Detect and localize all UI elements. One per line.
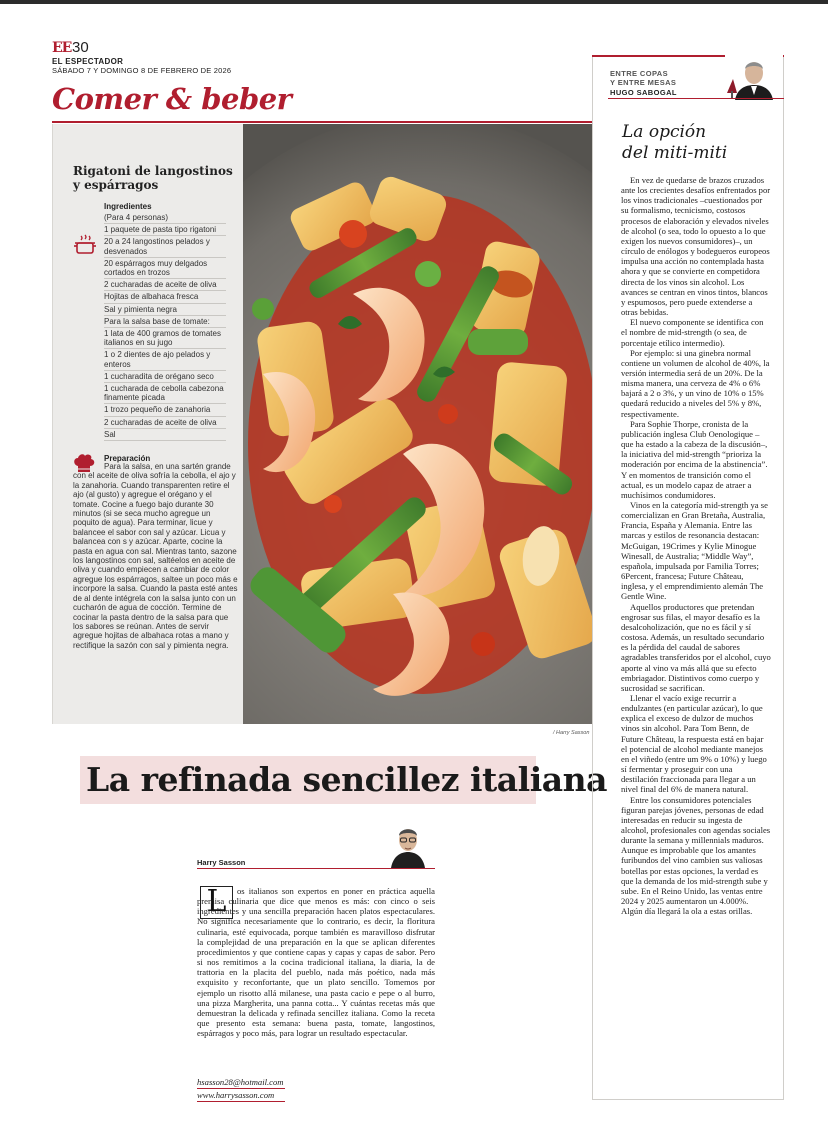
author-photo bbox=[385, 822, 431, 868]
column-title bbox=[622, 122, 727, 164]
column-body bbox=[621, 175, 771, 916]
drop-cap: L bbox=[200, 886, 233, 919]
author-website-link[interactable]: www.harrysasson.com bbox=[197, 1090, 275, 1100]
ingredient-item: 1 cucharada de cebolla cabezona finamente picada bbox=[104, 383, 226, 404]
column-kicker-line: ENTRE COPAS bbox=[610, 69, 669, 78]
ingredient-item: Para la salsa base de tomate: bbox=[104, 316, 226, 328]
recipe-title: Rigatoni de langostinos y espárragos bbox=[73, 164, 233, 192]
recipe-box bbox=[52, 124, 243, 724]
issue-date: SÁBADO 7 Y DOMINGO 8 DE FEBRERO DE 2026 bbox=[52, 66, 232, 75]
website-underline bbox=[197, 1101, 285, 1102]
column-paragraph: En vez de quedarse de brazos cruzados ante los crecientes desafíos enfrentados por los vinos tradicionales –cuestionados por su formalismo, tecnicismo, costosos procesos de elaboración y elevados niveles de alcohol (o sea, todo lo opuesto a lo que exigen los nuevos consumidores)–, un círculo de enólogos y bodegueros europeos impulsa una acción no contemplada hasta ahora y que se convierte en competidora directa de los vinos sin alcohol. Los avances se centran en vinos tintos, blancos y espumosos, pero puede extenderse a otras bebidas. bbox=[621, 175, 771, 318]
ingredient-item: 2 cucharadas de aceite de oliva bbox=[104, 279, 226, 291]
ingredients-list bbox=[104, 212, 226, 441]
column-paragraph: El nuevo componente se identifica con el nombre de mid-strength (o sea, de porcentaje etílico intermedio). bbox=[621, 317, 764, 348]
ingredients-heading: Ingredientes bbox=[104, 202, 152, 211]
preparation-heading: Preparación bbox=[104, 454, 151, 463]
column-author: HUGO SABOGAL bbox=[610, 88, 677, 97]
ingredient-item: 2 cucharadas de aceite de oliva bbox=[104, 417, 226, 429]
ingredient-item: Sal bbox=[104, 429, 226, 441]
column-kicker-line: Y ENTRE MESAS bbox=[610, 77, 677, 87]
article-headline: La refinada sencillez italiana bbox=[86, 760, 607, 799]
ingredient-item: (Para 4 personas) bbox=[104, 212, 226, 224]
column-paragraph: Llenar el vacío exige recurrir a endulzantes (en particular azúcar), lo que explica el exceso de dulzor de muchos vinos sin alcohol. Para Tom Benn, de Future Château, la respuesta está en bajar el potencial de alcohol mediante manejos en el viñedo (entre um 9% o 10%) y luego sí fermentar y proseguir con una destilación fraccionada para llegar a un nivel final del 6% de manera natural. bbox=[621, 692, 767, 795]
ingredient-item: Hojitas de albahaca fresca bbox=[104, 291, 226, 303]
column-title-line: del miti-miti bbox=[622, 143, 728, 163]
top-bar bbox=[0, 0, 828, 4]
ingredient-item: 1 trozo pequeño de zanahoria bbox=[104, 404, 226, 416]
pasta-dish-illustration bbox=[243, 124, 593, 724]
author-email-link[interactable]: hsasson28@hotmail.com bbox=[197, 1077, 284, 1087]
recipe-photo bbox=[243, 124, 593, 724]
column-divider bbox=[608, 98, 784, 99]
article-paragraph-text: os italianos son expertos en poner en práctica aquella premisa culinaria que dice que menos es más: con cinco o seis ingredientes y una sencilla preparación hacen platos espectaculares. No significa necesariamente que lo contrario, es decir, la floritura culinaria, esté equivocada, porque también es maravilloso disfrutar la complejidad de una preparación en la que se aplican diferentes procedimientos y que contiene capas y capas y capas de sabor. Pero si nos remitimos a la cocina tradicional italiana, la diaria, la de trattoria en la placita del pueblo, nada más poético, nada más exquisito y reconfortante, que un plato sencillo. Tomemos por ejemplo un risotto allá milanese, una pasta cacio e pepe o al burro, una pizza Margherita, una panna cotta... Y cuántas recetas más que demuestran la delicada y refinada sencillez italiana. Como la receta que presento esta semana: buena pasta, tomate, langostinos, espárragos y poco más, para lograr un resultado espectacular. bbox=[197, 886, 435, 1039]
article-byline: Harry Sasson bbox=[197, 858, 246, 867]
cooking-pot-icon bbox=[73, 234, 97, 256]
ingredient-item: Sal y pimienta negra bbox=[104, 304, 226, 316]
preparation-text: Para la salsa, en una sartén grande con el aceite de oliva sofría la cebolla, el ajo y la zanahoria. Cuando transparenten retire el ajo (al gusto) y agregue el orégano y el tomate. Cocine a fuego bajo durante 30 minutos (si se seca mucho agregue un poquito de agua). Para terminar, licue y balancee el sabor con sal y azúcar. Licua y balancea con s y azúcar. Aparte, cocine la pasta en agua con sal. Mientras tanto, sazone los langostinos con sal, saltéelos en aceite de oliva y cuando empiecen a cambiar de color agregue los espárragos, saltee un poco más e incorpore la salsa. Cuando la pasta esté antes de al dente intégrela con la salsa junto con un cucharón de agua de cocción. Termine de cocinar la pasta dentro de la salsa para que los sabores se reúnan. Antes de servir agregue hojitas de albahaca rotas a mano y rectifique la sazón con sal y pimienta negra. bbox=[73, 462, 238, 650]
column-paragraph: Entre los consumidores potenciales figuran parejas jóvenes, personas de edad interesadas en reducir su ingesta de alcohol, profesionales con agendas sociales durante la semana y millennials maduros. Aunque es improbable que los amantes furibundos del vino cambien sus valiosas botellas por estas opciones, la verdad es que la demanda de los mid-strength sube y sube. En el Reino Unido, las ventas entre 2024 y 2025 aumentaron un 4.000%. Algún día llegará la ola a estas orillas. bbox=[621, 794, 771, 917]
ingredient-item: 1 paquete de pasta tipo rigatoni bbox=[104, 224, 226, 236]
column-kicker bbox=[610, 70, 676, 87]
section-title: Comer & beber bbox=[52, 82, 292, 116]
ingredient-item: 1 cucharadita de orégano seco bbox=[104, 371, 226, 383]
email-underline bbox=[197, 1088, 285, 1089]
ingredient-item: 20 a 24 langostinos pelados y desvenados bbox=[104, 236, 226, 257]
column-paragraph: Vinos en la categoría mid-strength ya se comercializan en Gran Bretaña, Australia, Francia, España y Alemania. Entre las marcas y estilos de resonancia destacan: McGuigan, 19Crimes y Kylie Minogue Winesall, de Australia; “Middle Way”, española, impulsada por Familia Torres; 6Percent, francesa; Future Château, inglesa, y el emprendimiento alemán The Gentle Wine. bbox=[621, 500, 768, 602]
paper-name: EL ESPECTADOR bbox=[52, 57, 124, 66]
column-paragraph: Para Sophie Thorpe, cronista de la publicación inglesa Club Oenologique –que ha estado a la cabeza de la discusión–, la iniciativa del mid-strength “prioriza la moderación por encima de la abstinencia”. Y en momentos de transición como el actual, es un modelo capaz de atraer a muchísimos condumidores. bbox=[621, 418, 768, 500]
ingredient-item: 20 espárragos muy delgados cortados en trozos bbox=[104, 258, 226, 279]
newspaper-logo: EE bbox=[52, 40, 72, 56]
ingredient-item: 1 o 2 dientes de ajo pelados y enteros bbox=[104, 349, 226, 370]
column-title-line: La opción bbox=[622, 122, 707, 142]
section-divider bbox=[52, 121, 592, 123]
column-paragraph: Aquellos productores que pretendan engrosar sus filas, el mayor desafío es la desalcoholización, que no es fácil y sí costosa. Además, un resultado secundario es la pérdida del caudal de sabores agradables transferidos por el alcohol, cuyo aporte al vino va más allá que su efecto embriagador. Distintivos como cuerpo y sucrosidad se sacrifican. bbox=[621, 601, 771, 693]
photo-credit: / Harry Sasson bbox=[553, 730, 590, 736]
byline-divider bbox=[197, 868, 435, 869]
page-number: 30 bbox=[72, 39, 89, 56]
ingredient-item: 1 lata de 400 gramos de tomates italianos en su jugo bbox=[104, 328, 226, 349]
article-paragraph bbox=[197, 886, 435, 1038]
column-author-photo bbox=[725, 55, 783, 100]
column-paragraph: Por ejemplo: si una ginebra normal contiene un volumen de alcohol de 40%, la versión intermedia será de un 20%. De la misma manera, una cerveza de 4% o 6% bajará a 2 o 3%, y un vino de 10% o 15% quedará reducido a niveles del 5% y 8%, respectivamente. bbox=[621, 347, 770, 419]
article-body bbox=[197, 886, 435, 1038]
